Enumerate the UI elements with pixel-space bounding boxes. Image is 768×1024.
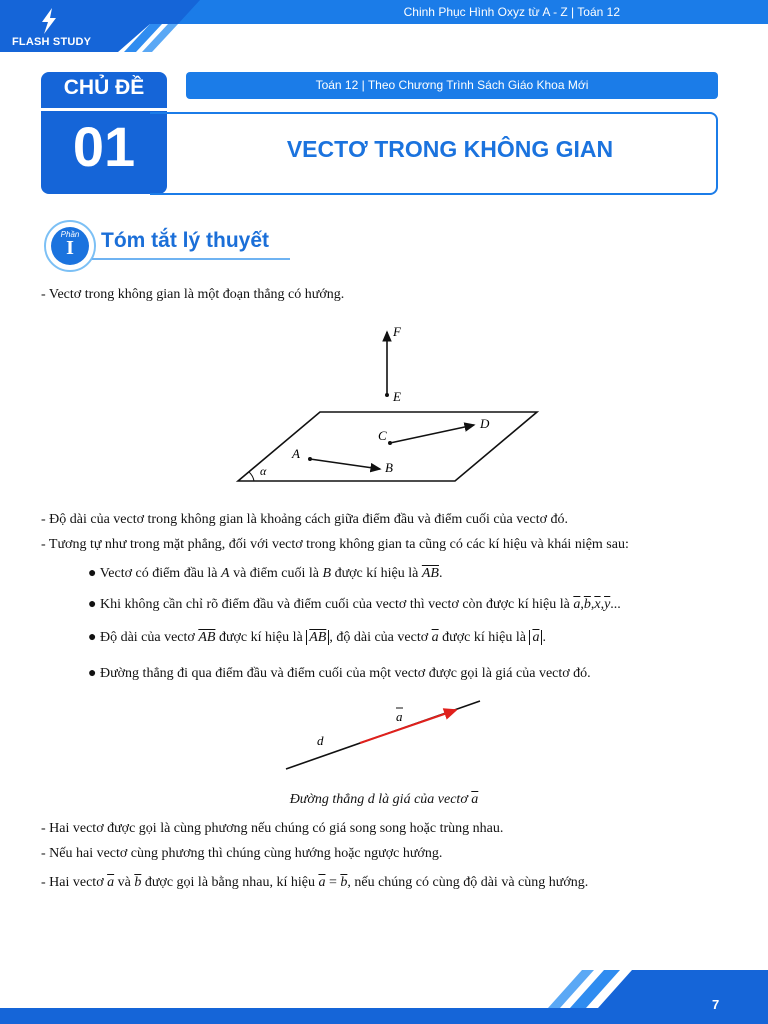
paragraph-notations-intro: - Tương tự như trong mặt phẳng, đối với vectơ trong không gian ta cũng có các kí hiệu và khái niệm sau: [41,537,629,552]
point-A [308,457,312,461]
section-phan-label: Phần [60,230,80,239]
header-title: Chinh Phục Hình Oxyz từ A - Z | Toán 12 [403,5,620,19]
paragraph-vector-length: - Độ dài của vectơ trong không gian là khoảng cách giữa điểm đầu và điểm cuối của vectơ đó. [41,512,568,527]
paragraph-same-or-opposite: - Nếu hai vectơ cùng phương thì chúng cùng hướng hoặc ngược hướng. [41,846,443,861]
label-E: E [393,389,401,404]
bullet-vector-notation: ● Vectơ có điểm đầu là A và điểm cuối là B được kí hiệu là $\overline{AB}$. [88,566,443,581]
label-D: D [480,416,490,431]
footer-band [0,970,768,1024]
topic-label: CHỦ ĐỀ [63,76,145,99]
figure-vectors-in-space [230,316,540,488]
paragraph-vector-definition: - Vectơ trong không gian là một đoạn thẳng có hướng. [41,287,345,302]
topic-divider [41,108,167,111]
paragraph-equal-vectors: - Hai vectơ $\overline{a}$ và $\overline{b}$ được gọi là bằng nhau, kí hiệu $\overline{a} = \overline{b}$, nếu chúng có cùng độ dài và cùng hướng. [41,875,589,890]
vector-CD [390,425,474,443]
section-underline [92,258,290,260]
bullet-vector-lowercase: ● Khi không cần chỉ rõ điểm đầu và điểm cuối của vectơ thì vectơ còn được kí hiệu là $\overline{a},\overline{b},\overline{x},\overline{y}$... [88,597,621,612]
figure-caption: Đường thẳng d là giá của vectơ $\overline{a}$ [289,792,479,807]
point-E [385,393,389,397]
point-C [388,441,392,445]
vector-AB [310,459,380,469]
label-B: B [385,460,393,475]
logo-text: FLASH STUDY [12,36,92,48]
paragraph-same-direction-line: - Hai vectơ được gọi là cùng phương nếu chúng có giá song song hoặc trùng nhau. [41,821,504,836]
header-band [0,0,768,52]
label-A: A [292,446,300,461]
angle-alpha-arc [249,472,254,481]
vector-a [360,710,456,743]
label-C: C [378,428,387,443]
figure-support-line [280,695,490,775]
label-a: a [396,709,403,724]
topic-number: 01 [72,115,136,178]
section-title: Tóm tắt lý thuyết [101,229,270,252]
section-badge-text [44,220,96,272]
label-F: F [393,324,401,339]
section-roman: I [66,237,74,259]
label-d: d [317,733,324,748]
bullet-vector-length-notation: ● Độ dài của vectơ $\overline{AB}$ được kí hiệu là $\overline{AB}$ , độ dài của vectơ $\overline{a}$ được kí hiệu là $\overline{a}$ . [88,630,546,645]
topic-box [41,72,167,194]
flash-logo-icon [34,6,64,36]
bullet-vector-support-line: ● Đường thẳng đi qua điểm đầu và điểm cuối của một vectơ được gọi là giá của vectơ đó. [88,666,591,681]
chapter-title: VECTƠ TRONG KHÔNG GIAN [286,136,614,162]
page-number: 7 [712,997,720,1012]
label-alpha: α [260,464,267,478]
topic-subtitle: Toán 12 | Theo Chương Trình Sách Giáo Khoa Mới [186,72,718,99]
